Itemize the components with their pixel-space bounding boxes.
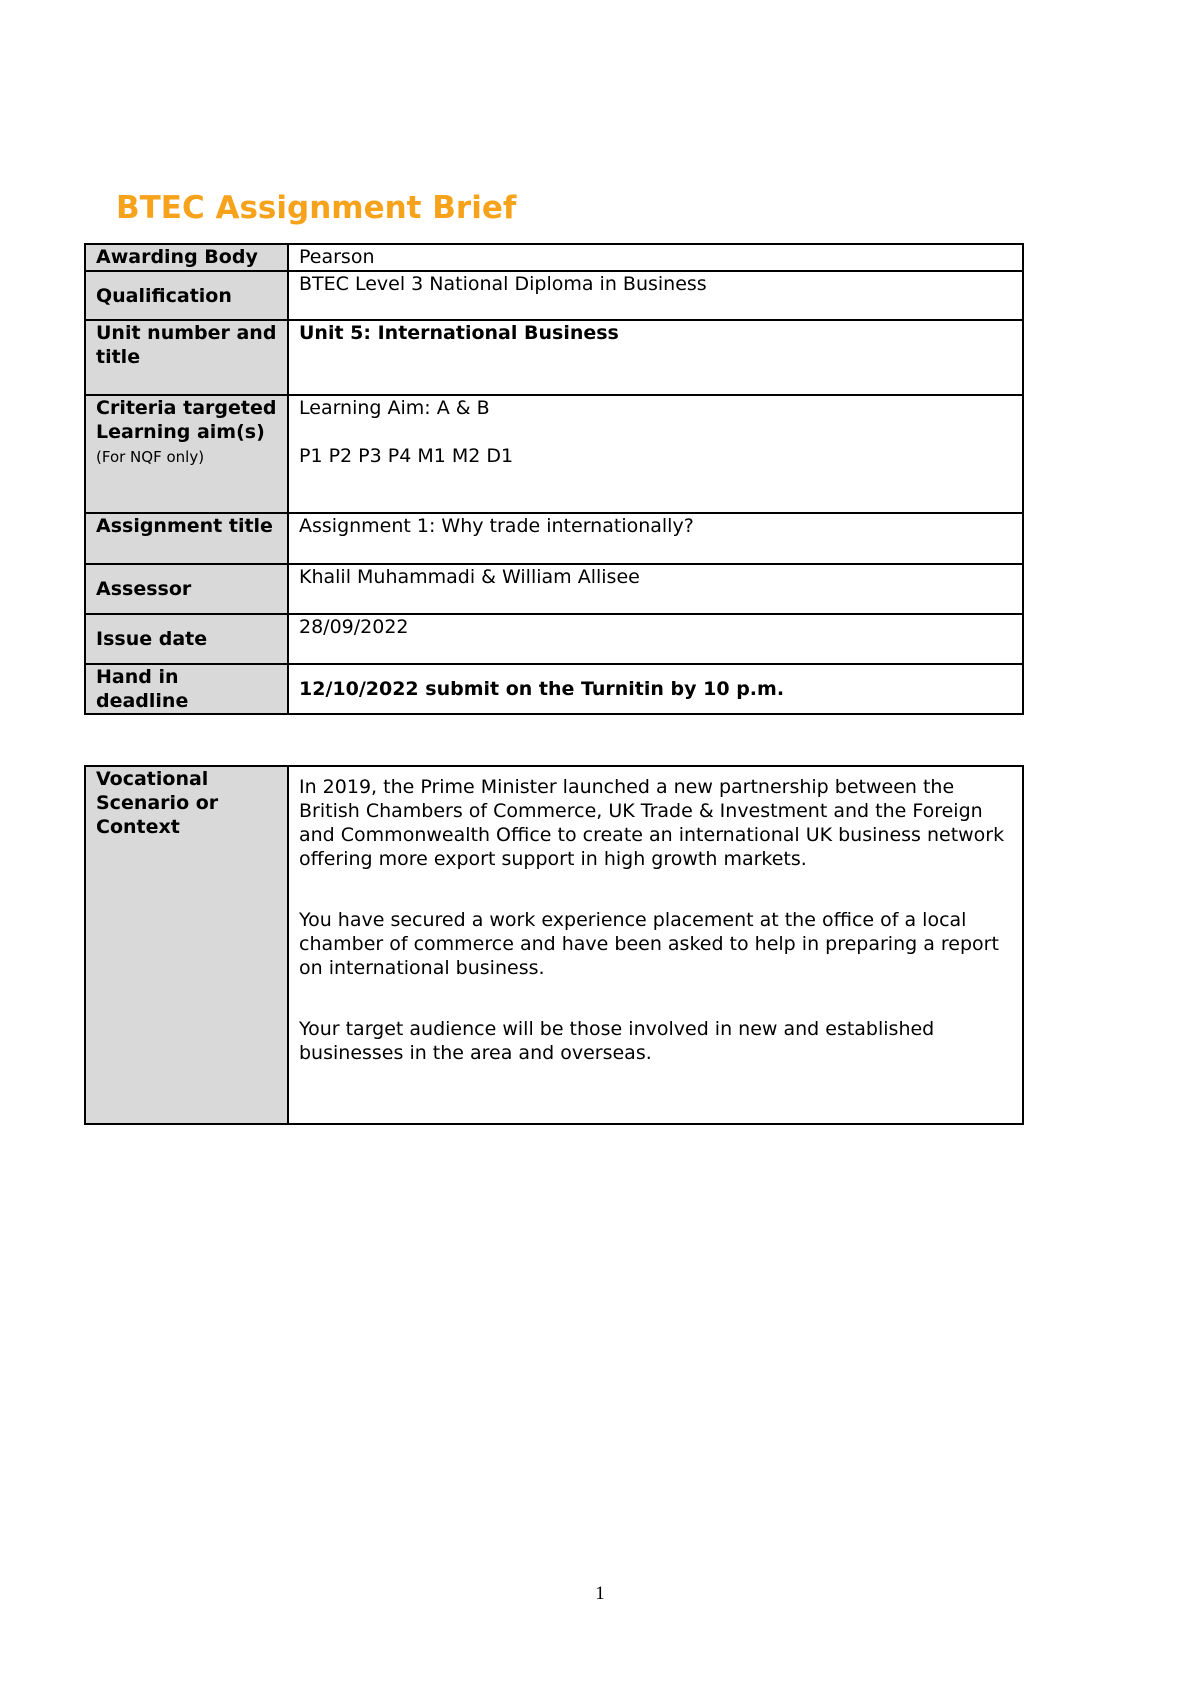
- row-awarding-body: [85, 244, 1023, 271]
- scenario-paragraph: In 2019, the Prime Minister launched a new partnership between the British Chambers of Commerce, UK Trade & Investment and the Foreign and Commonwealth Office to create an international UK business network offering more export support in high growth markets.: [299, 776, 1005, 870]
- label-criteria-text: Criteria targeted Learning aim(s): [96, 397, 277, 443]
- label-assignment-title: Assignment title: [85, 513, 288, 564]
- value-deadline: 12/10/2022 submit on the Turnitin by 10 p.m.: [288, 664, 1023, 714]
- assignment-details-table: [84, 243, 1024, 715]
- row-unit: [85, 320, 1023, 395]
- row-assignment-title: [85, 513, 1023, 564]
- value-scenario: [288, 766, 1023, 1124]
- value-learning-aim: Learning Aim: A & B: [299, 397, 490, 419]
- label-criteria: [85, 395, 288, 513]
- label-awarding-body: Awarding Body: [85, 244, 288, 271]
- value-issue-date: 28/09/2022: [288, 614, 1023, 664]
- row-criteria: [85, 395, 1023, 513]
- value-criteria-codes: P1 P2 P3 P4 M1 M2 D1: [299, 445, 514, 467]
- value-unit: Unit 5: International Business: [288, 320, 1023, 395]
- row-issue-date: [85, 614, 1023, 664]
- row-qualification: [85, 271, 1023, 320]
- value-awarding-body: Pearson: [288, 244, 1023, 271]
- value-assignment-title: Assignment 1: Why trade internationally?: [288, 513, 1023, 564]
- label-criteria-note: (For NQF only): [96, 448, 205, 466]
- value-assessor: Khalil Muhammadi & William Allisee: [288, 564, 1023, 614]
- label-issue-date: Issue date: [85, 614, 288, 664]
- page-title: BTEC Assignment Brief: [116, 190, 517, 226]
- label-assessor: Assessor: [85, 564, 288, 614]
- row-assessor: [85, 564, 1023, 614]
- row-deadline: [85, 664, 1023, 714]
- value-criteria: [288, 395, 1023, 513]
- value-qualification: BTEC Level 3 National Diploma in Business: [288, 271, 1023, 320]
- label-deadline: Hand in deadline: [85, 664, 288, 714]
- row-scenario: [85, 766, 1023, 1124]
- page-number: 1: [595, 1583, 605, 1604]
- label-scenario: Vocational Scenario or Context: [85, 766, 288, 1124]
- scenario-paragraph: You have secured a work experience placement at the office of a local chamber of commerce and have been asked to help in preparing a report on international business.: [299, 909, 999, 979]
- label-qualification: Qualification: [85, 271, 288, 320]
- scenario-paragraph: Your target audience will be those involved in new and established businesses in the area and overseas.: [299, 1018, 935, 1064]
- scenario-table: [84, 765, 1024, 1125]
- label-unit: Unit number and title: [85, 320, 288, 395]
